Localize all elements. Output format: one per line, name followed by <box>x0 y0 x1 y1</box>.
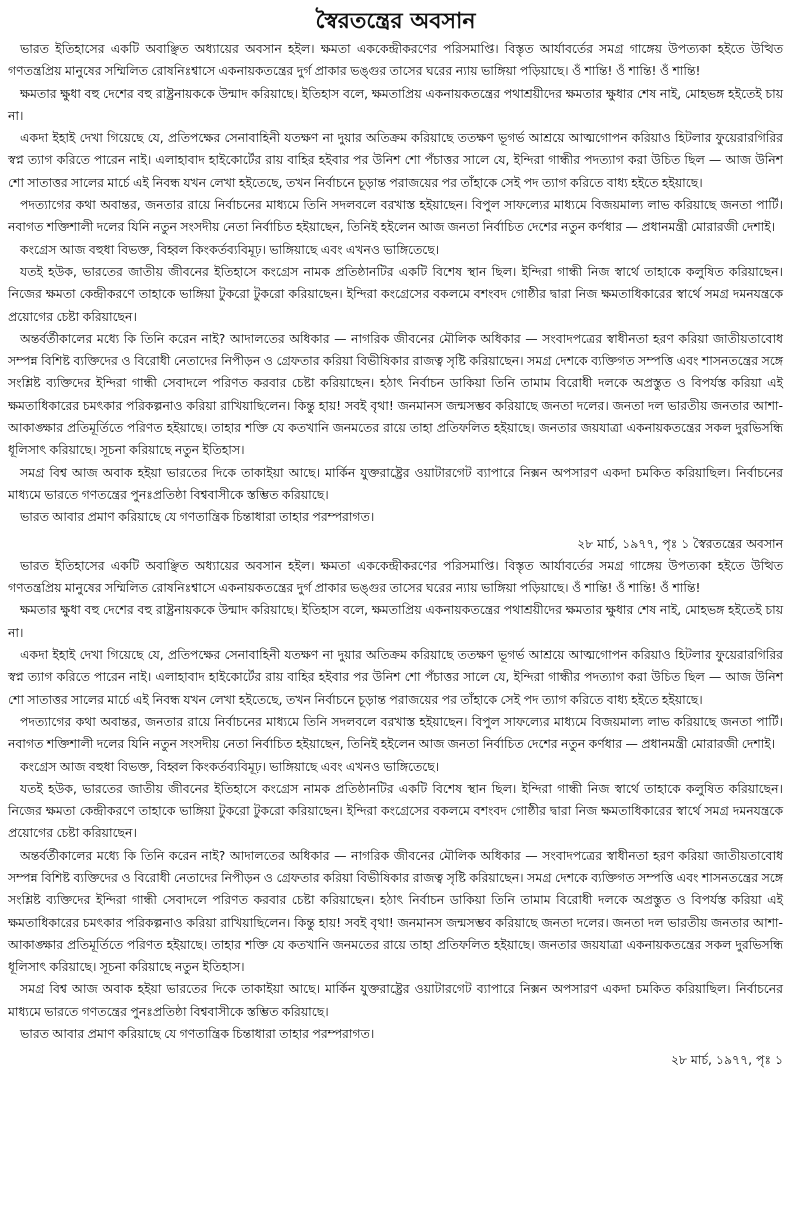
paragraph: যতই হউক, ভারতের জাতীয় জীবনের ইতিহাসে কংগ্রেস নামক প্রতিষ্ঠানটির একটি বিশেষ স্থান ছিল। ইন্দিরা গান্ধী নিজ স্বার্থে তাহাকে কলুষিত করিয়াছেন। নিজের ক্ষমতা কেন্দ্রীকরণে তাহাকে ভাঙ্গিয়া টুকরো টুকরো করিয়াছেন। ইন্দিরা কংগ্রেসের বকলমে বশংবদ গোষ্ঠীর দ্বারা নিজ ক্ষমতাধিকারের স্বার্থে সমগ্র দমনযন্ত্রকে প্রয়োগের চেষ্টা করিয়াছেন। <box>8 780 783 841</box>
article-second <box>8 555 783 1072</box>
paragraph: ভারত আবার প্রমাণ করিয়াছে যে গণতান্ত্রিক চিন্তাধারা তাহার পরম্পরাগত। <box>20 509 375 525</box>
paragraph: যতই হউক, ভারতের জাতীয় জীবনের ইতিহাসে কংগ্রেস নামক প্রতিষ্ঠানটির একটি বিশেষ স্থান ছিল। ইন্দিরা গান্ধী নিজ স্বার্থে তাহাকে কলুষিত করিয়াছেন। নিজের ক্ষমতা কেন্দ্রীকরণে তাহাকে ভাঙ্গিয়া টুকরো টুকরো করিয়াছেন। ইন্দিরা কংগ্রেসের বকলমে বশংবদ গোষ্ঠীর দ্বারা নিজ ক্ষমতাধিকারের স্বার্থে সমগ্র দমনযন্ত্রকে প্রয়োগের চেষ্টা করিয়াছেন। <box>8 263 783 324</box>
paragraph: সমগ্র বিশ্ব আজ অবাক হইয়া ভারতের দিকে তাকাইয়া আছে। মার্কিন যুক্তরাষ্ট্রের ওয়াটারগেট ব্যাপারে নিক্সন অপসারণ একদা চমকিত করিয়াছিল। নির্বাচনের মাধ্যমে ভারতে গণতন্ত্রের পুনঃপ্রতিষ্ঠা বিশ্ববাসীকে স্তম্ভিত করিয়াছে। <box>8 464 783 502</box>
paragraph: ভারত ইতিহাসের একটি অবাঞ্ছিত অধ্যায়ের অবসান হইল। ক্ষমতা এককেন্দ্রীকরণের পরিসমাপ্তি। বিস্তৃত আর্যাবর্তের সমগ্র গাঙ্গেয় উপত্যকা হইতে উত্থিত গণতন্ত্রপ্রিয় মানুষের সম্মিলিত রোষনিঃশ্বাসে একনায়কতন্ত্রের দুর্গ প্রাকার ভঙ্গুর তাসের ঘরের ন্যায় ভাঙ্গিয়া পড়িয়াছে। ওঁ শান্তি! ওঁ শান্তি! ওঁ শান্তি! <box>8 557 783 596</box>
paragraph: অন্তর্বর্তীকালের মধ্যে কি তিনি করেন নাই? আদালতের অধিকার — নাগরিক জীবনের মৌলিক অধিকার — সংবাদপত্রের স্বাধীনতা হরণ করিয়া জাতীয়তাবোধ সম্পন্ন বিশিষ্ট ব্যক্তিদের ও বিরোধী নেতাদের নিপীড়ন ও গ্রেফতার করিয়া বিভীষিকার রাজত্ব সৃষ্টি করিয়াছেন। সমগ্র দেশকে ব্যক্তিগত সম্পত্তি এবং শাসনতন্ত্রের সঙ্গে সংশ্লিষ্ট ব্যক্তিদের ইন্দিরা গান্ধী সেবাদলে পরিণত করবার চেষ্টা করিয়াছেন। হঠাৎ নির্বাচন ডাকিয়া তিনি তামাম বিরোধী দলকে অপ্রস্তুত ও বিপর্যস্ত করিয়া এই ক্ষমতাধিকারের চমৎকার পরিকল্পনাও করিয়া রাখিয়াছিলেন। কিন্তু হায়! সবই বৃথা! জনমানস জন্মসম্ভব করিয়াছে জনতা দলের। জনতা দল ভারতীয় জনতার আশা-আকাঙ্ক্ষার প্রতিমূর্তিতে পরিণত হইয়াছে। তাহার শক্তি যে কতখানি জনমতের রায়ে তাহা প্রতিফলিত হইয়াছে। জনতার জয়যাত্রা একনায়কতন্ত্রের সকল দুরভিসন্ধি ধূলিসাৎ করিয়াছে। সূচনা করিয়াছে নতুন ইতিহাস। <box>8 847 783 975</box>
paragraph: একদা ইহাই দেখা গিয়েছে যে, প্রতিপক্ষের সেনাবাহিনী যতক্ষণ না দুয়ার অতিক্রম করিয়াছে ততক্ষণ ভূগর্ভ আশ্রয়ে আত্মগোপন করিয়াও হিটলার ফুয়েরারগিরির স্বপ্ন ত্যাগ করিতে পারেন নাই। এলাহাবাদ হাইকোর্টের রায় বাহির হইবার পর উনিশ শো পঁচাত্তর সালে যে, ইন্দিরা গান্ধীর পদত্যাগ করা উচিত ছিল — আজ উনিশ শো সাতাত্তর সালের মার্চে এই নিবন্ধ যখন লেখা হইতেছে, তখন নির্বাচনে চূড়ান্ত পরাজয়ের পর তাঁহাকে সেই পদ ত্যাগ করিতে বাধ্য হইতে হইয়াছে। <box>8 130 783 190</box>
source-caption: ২৮ মার্চ, ১৯৭৭, পৃঃ ১ স্বৈরতন্ত্রের অবসান <box>577 535 783 551</box>
paragraph: পদত্যাগের কথা অবান্তর, জনতার রায়ে নির্বাচনের মাধ্যমে তিনি সদলবলে বরখাস্ত হইয়াছেন। বিপুল সাফল্যের মাধ্যমে বিজয়মাল্য লাভ করিয়াছে জনতা পার্টি। নবাগত শক্তিশালী দলের যিনি নতুন সংসদীয় নেতা নির্বাচিত হইয়াছেন, তিনিই হইলেন আজ জনতা নির্বাচিত দেশের নতুন কর্ণধার — প্রধানমন্ত্রী মোরারজী দেশাই। <box>8 197 783 235</box>
paragraph: ক্ষমতার ক্ষুধা বহু দেশের বহু রাষ্ট্রনায়ককে উন্মাদ করিয়াছে। ইতিহাস বলে, ক্ষমতাপ্রিয় একনায়কতন্ত্রের পথাশ্রয়ীদের ক্ষমতার ক্ষুধার শেষ নাই, মোহভঙ্গ হইতেই চায় না। <box>8 602 783 640</box>
paragraph: অন্তর্বর্তীকালের মধ্যে কি তিনি করেন নাই? আদালতের অধিকার — নাগরিক জীবনের মৌলিক অধিকার — সংবাদপত্রের স্বাধীনতা হরণ করিয়া জাতীয়তাবোধ সম্পন্ন বিশিষ্ট ব্যক্তিদের ও বিরোধী নেতাদের নিপীড়ন ও গ্রেফতার করিয়া বিভীষিকার রাজত্ব সৃষ্টি করিয়াছেন। সমগ্র দেশকে ব্যক্তিগত সম্পত্তি এবং শাসনতন্ত্রের সঙ্গে সংশ্লিষ্ট ব্যক্তিদের ইন্দিরা গান্ধী সেবাদলে পরিণত করবার চেষ্টা করিয়াছেন। হঠাৎ নির্বাচন ডাকিয়া তিনি তামাম বিরোধী দলকে অপ্রস্তুত ও বিপর্যস্ত করিয়া এই ক্ষমতাধিকারের চমৎকার পরিকল্পনাও করিয়া রাখিয়াছিলেন। কিন্তু হায়! সবই বৃথা! জনমানস জন্মসম্ভব করিয়াছে জনতা দলের। জনতা দল ভারতীয় জনতার আশা-আকাঙ্ক্ষার প্রতিমূর্তিতে পরিণত হইয়াছে। তাহার শক্তি যে কতখানি জনমতের রায়ে তাহা প্রতিফলিত হইয়াছে। জনতার জয়যাত্রা একনায়কতন্ত্রের সকল দুরভিসন্ধি ধূলিসাৎ করিয়াছে। সূচনা করিয়াছে নতুন ইতিহাস। <box>8 330 783 458</box>
paragraph: কংগ্রেস আজ বহুধা বিভক্ত, বিহ্বল কিংকর্তব্যবিমূঢ়। ভাঙ্গিয়াছে এবং এখনও ভাঙ্গিতেছে। <box>20 241 440 257</box>
paragraph: একদা ইহাই দেখা গিয়েছে যে, প্রতিপক্ষের সেনাবাহিনী যতক্ষণ না দুয়ার অতিক্রম করিয়াছে ততক্ষণ ভূগর্ভ আশ্রয়ে আত্মগোপন করিয়াও হিটলার ফুয়েরারগিরির স্বপ্ন ত্যাগ করিতে পারেন নাই। এলাহাবাদ হাইকোর্টের রায় বাহির হইবার পর উনিশ শো পঁচাত্তর সালে যে, ইন্দিরা গান্ধীর পদত্যাগ করা উচিত ছিল — আজ উনিশ শো সাতাত্তর সালের মার্চে এই নিবন্ধ যখন লেখা হইতেছে, তখন নির্বাচনে চূড়ান্ত পরাজয়ের পর তাঁহাকে সেই পদ ত্যাগ করিতে বাধ্য হইতে হইয়াছে। <box>8 647 783 707</box>
paragraph: সমগ্র বিশ্ব আজ অবাক হইয়া ভারতের দিকে তাকাইয়া আছে। মার্কিন যুক্তরাষ্ট্রের ওয়াটারগেট ব্যাপারে নিক্সন অপসারণ একদা চমকিত করিয়াছিল। নির্বাচনের মাধ্যমে ভারতে গণতন্ত্রের পুনঃপ্রতিষ্ঠা বিশ্ববাসীকে স্তম্ভিত করিয়াছে। <box>8 981 783 1019</box>
paragraph: কংগ্রেস আজ বহুধা বিভক্ত, বিহ্বল কিংকর্তব্যবিমূঢ়। ভাঙ্গিয়াছে এবং এখনও ভাঙ্গিতেছে। <box>20 758 440 774</box>
page-title: স্বৈরতন্ত্রের অবসান <box>315 8 476 34</box>
paragraph: ভারত আবার প্রমাণ করিয়াছে যে গণতান্ত্রিক চিন্তাধারা তাহার পরম্পরাগত। <box>20 1026 375 1042</box>
paragraph: পদত্যাগের কথা অবান্তর, জনতার রায়ে নির্বাচনের মাধ্যমে তিনি সদলবলে বরখাস্ত হইয়াছেন। বিপুল সাফল্যের মাধ্যমে বিজয়মাল্য লাভ করিয়াছে জনতা পার্টি। নবাগত শক্তিশালী দলের যিনি নতুন সংসদীয় নেতা নির্বাচিত হইয়াছেন, তিনিই হইলেন আজ জনতা নির্বাচিত দেশের নতুন কর্ণধার — প্রধানমন্ত্রী মোরারজী দেশাই। <box>8 713 783 752</box>
paragraph: ভারত ইতিহাসের একটি অবাঞ্ছিত অধ্যায়ের অবসান হইল। ক্ষমতা এককেন্দ্রীকরণের পরিসমাপ্তি। বিস্তৃত আর্যাবর্তের সমগ্র গাঙ্গেয় উপত্যকা হইতে উত্থিত গণতন্ত্রপ্রিয় মানুষের সম্মিলিত রোষনিঃশ্বাসে একনায়কতন্ত্রের দুর্গ প্রাকার ভঙ্গুর তাসের ঘরের ন্যায় ভাঙ্গিয়া পড়িয়াছে। ওঁ শান্তি! ওঁ শান্তি! ওঁ শান্তি! <box>8 41 783 79</box>
source-caption: ২৮ মার্চ, ১৯৭৭, পৃঃ ১ <box>670 1052 783 1068</box>
article-first <box>8 38 783 555</box>
paragraph: ক্ষমতার ক্ষুধা বহু দেশের বহু রাষ্ট্রনায়ককে উন্মাদ করিয়াছে। ইতিহাস বলে, ক্ষমতাপ্রিয় একনায়কতন্ত্রের পথাশ্রয়ীদের ক্ষমতার ক্ষুধার শেষ নাই, মোহভঙ্গ হইতেই চায় না। <box>8 85 783 123</box>
